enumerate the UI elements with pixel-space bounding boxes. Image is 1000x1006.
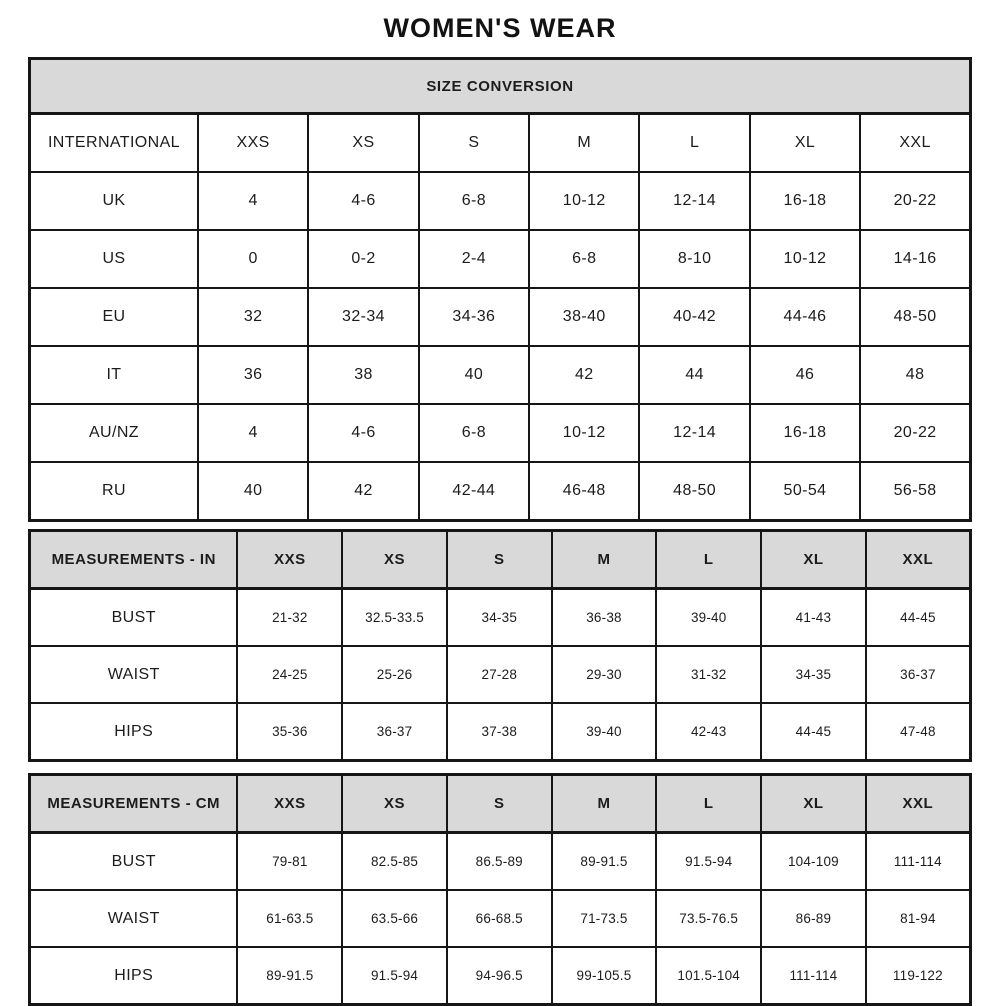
size-chart-sheet [28,0,972,1006]
table-row [30,172,971,230]
row-label: BUST [30,589,238,647]
table-caption: SIZE CONVERSION [30,59,971,114]
data-cell: 4 [198,404,308,462]
column-header: XXS [198,114,308,173]
data-cell: 42-43 [656,703,761,761]
data-cell: 99-105.5 [552,947,657,1005]
data-cell: 8-10 [639,230,749,288]
data-cell: 56-58 [860,462,970,521]
column-header: XS [342,775,447,833]
data-cell: 10-12 [529,172,639,230]
data-cell: 32.5-33.5 [342,589,447,647]
data-cell: 89-91.5 [237,947,342,1005]
data-cell: 36 [198,346,308,404]
data-cell: 104-109 [761,833,866,891]
data-cell: 50-54 [750,462,860,521]
column-header: XXS [237,775,342,833]
column-header: M [552,531,657,589]
data-cell: 32-34 [308,288,418,346]
column-header: S [419,114,529,173]
table-row [30,230,971,288]
corner-header: MEASUREMENTS - IN [30,531,238,589]
data-cell: 20-22 [860,404,970,462]
row-label: US [30,230,198,288]
table-row [30,703,971,761]
data-cell: 86.5-89 [447,833,552,891]
data-cell: 42-44 [419,462,529,521]
data-cell: 0 [198,230,308,288]
row-label: BUST [30,833,238,891]
column-header: XXS [237,531,342,589]
table-row [30,890,971,947]
data-cell: 31-32 [656,646,761,703]
data-cell: 21-32 [237,589,342,647]
data-cell: 6-8 [419,404,529,462]
data-cell: 42 [529,346,639,404]
data-cell: 40-42 [639,288,749,346]
row-label: UK [30,172,198,230]
data-cell: 111-114 [866,833,971,891]
data-cell: 63.5-66 [342,890,447,947]
column-header: XS [308,114,418,173]
column-header: S [447,531,552,589]
data-cell: 91.5-94 [656,833,761,891]
data-cell: 41-43 [761,589,866,647]
column-header: M [529,114,639,173]
data-cell: 48 [860,346,970,404]
data-cell: 82.5-85 [342,833,447,891]
row-label: WAIST [30,646,238,703]
table-row [30,404,971,462]
data-cell: 61-63.5 [237,890,342,947]
table-row [30,589,971,647]
column-header: L [656,531,761,589]
column-header: S [447,775,552,833]
corner-header: INTERNATIONAL [30,114,198,173]
data-cell: 25-26 [342,646,447,703]
data-cell: 91.5-94 [342,947,447,1005]
data-cell: 39-40 [656,589,761,647]
data-cell: 27-28 [447,646,552,703]
data-cell: 6-8 [419,172,529,230]
data-cell: 38-40 [529,288,639,346]
table-row [30,288,971,346]
data-cell: 34-36 [419,288,529,346]
data-cell: 94-96.5 [447,947,552,1005]
table-row [30,346,971,404]
measurements-cm-table [28,773,972,1006]
data-cell: 46 [750,346,860,404]
corner-header: MEASUREMENTS - CM [30,775,238,833]
row-label: RU [30,462,198,521]
table-row [30,947,971,1005]
data-cell: 47-48 [866,703,971,761]
data-cell: 71-73.5 [552,890,657,947]
data-cell: 79-81 [237,833,342,891]
table-gap [28,522,972,529]
data-cell: 36-38 [552,589,657,647]
data-cell: 4-6 [308,172,418,230]
data-cell: 29-30 [552,646,657,703]
size-conversion-table [28,57,972,522]
row-label: EU [30,288,198,346]
table-row [30,833,971,891]
measurements-in-table [28,529,972,762]
row-label: AU/NZ [30,404,198,462]
table-row [30,462,971,521]
data-cell: 48-50 [639,462,749,521]
data-cell: 44-46 [750,288,860,346]
table-row [30,646,971,703]
column-header: XXL [860,114,970,173]
column-header: L [656,775,761,833]
column-header: XXL [866,531,971,589]
data-cell: 16-18 [750,404,860,462]
data-cell: 0-2 [308,230,418,288]
data-cell: 10-12 [750,230,860,288]
data-cell: 39-40 [552,703,657,761]
data-cell: 6-8 [529,230,639,288]
row-label: WAIST [30,890,238,947]
data-cell: 46-48 [529,462,639,521]
data-cell: 66-68.5 [447,890,552,947]
data-cell: 35-36 [237,703,342,761]
data-cell: 73.5-76.5 [656,890,761,947]
data-cell: 10-12 [529,404,639,462]
table-gap [28,762,972,773]
data-cell: 44-45 [761,703,866,761]
table-caption-row [30,59,971,114]
data-cell: 42 [308,462,418,521]
data-cell: 81-94 [866,890,971,947]
data-cell: 86-89 [761,890,866,947]
row-label: IT [30,346,198,404]
data-cell: 44 [639,346,749,404]
data-cell: 4-6 [308,404,418,462]
page-title: WOMEN'S WEAR [383,13,617,43]
data-cell: 36-37 [866,646,971,703]
data-cell: 89-91.5 [552,833,657,891]
data-cell: 38 [308,346,418,404]
data-cell: 12-14 [639,172,749,230]
data-cell: 40 [419,346,529,404]
column-header: XL [750,114,860,173]
data-cell: 48-50 [860,288,970,346]
data-cell: 44-45 [866,589,971,647]
data-cell: 40 [198,462,308,521]
column-header-row [30,114,971,173]
data-cell: 24-25 [237,646,342,703]
data-cell: 111-114 [761,947,866,1005]
data-cell: 16-18 [750,172,860,230]
column-header: XL [761,531,866,589]
column-header-row [30,775,971,833]
data-cell: 32 [198,288,308,346]
column-header: XS [342,531,447,589]
data-cell: 34-35 [761,646,866,703]
column-header: XL [761,775,866,833]
data-cell: 20-22 [860,172,970,230]
column-header: M [552,775,657,833]
data-cell: 2-4 [419,230,529,288]
row-label: HIPS [30,947,238,1005]
data-cell: 37-38 [447,703,552,761]
data-cell: 34-35 [447,589,552,647]
row-label: HIPS [30,703,238,761]
data-cell: 119-122 [866,947,971,1005]
data-cell: 36-37 [342,703,447,761]
column-header: L [639,114,749,173]
column-header-row [30,531,971,589]
data-cell: 101.5-104 [656,947,761,1005]
data-cell: 14-16 [860,230,970,288]
column-header: XXL [866,775,971,833]
data-cell: 12-14 [639,404,749,462]
data-cell: 4 [198,172,308,230]
